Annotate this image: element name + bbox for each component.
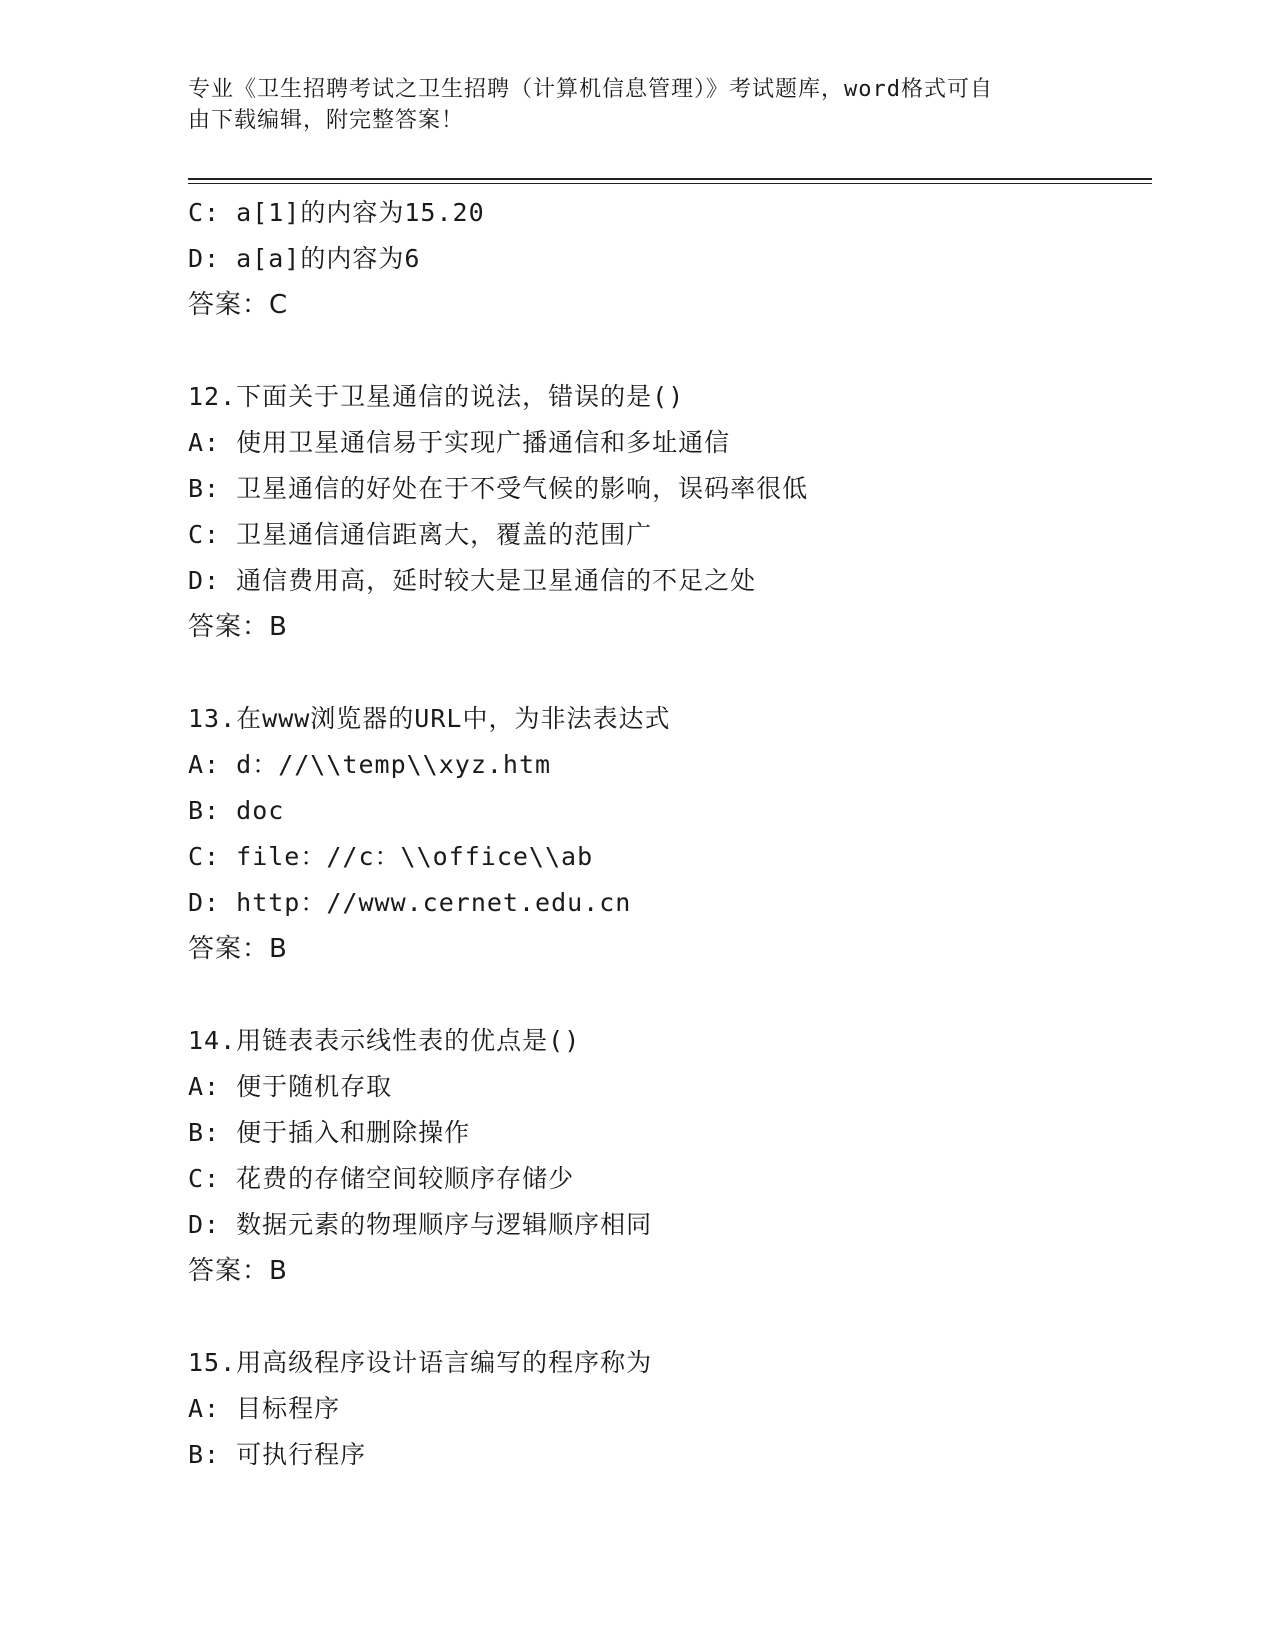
option-b: B: 卫星通信的好处在于不受气候的影响，误码率很低 xyxy=(188,474,809,503)
answer-line: 答案：B xyxy=(188,1256,288,1286)
question-stem: 14.用链表表示线性表的优点是() xyxy=(188,1026,581,1055)
option-d: D: http：//www.cernet.edu.cn xyxy=(188,888,632,917)
question-15 xyxy=(188,1340,1152,1478)
option-c: C: file：//c：\\office\\ab xyxy=(188,842,594,871)
question-stem: 13.在www浏览器的URL中，为非法表达式 xyxy=(188,704,671,733)
spacer xyxy=(188,328,1152,374)
header-line-2: 由下载编辑，附完整答案！ xyxy=(188,108,465,133)
option-a: A: 便于随机存取 xyxy=(188,1072,393,1101)
header-line-1: 专业《卫生招聘考试之卫生招聘（计算机信息管理）》考试题库，word格式可自 xyxy=(188,77,993,102)
document-header xyxy=(188,74,1068,136)
header-divider-thick xyxy=(188,178,1152,180)
option-a: A: d：//\\temp\\xyz.htm xyxy=(188,750,552,779)
answer-line: 答案：B xyxy=(188,934,288,964)
option-d: D: 数据元素的物理顺序与逻辑顺序相同 xyxy=(188,1210,653,1239)
option-c: C: 花费的存储空间较顺序存储少 xyxy=(188,1164,575,1193)
option-a: A: 目标程序 xyxy=(188,1394,341,1423)
option-c: C: a[1]的内容为15.20 xyxy=(188,198,485,227)
question-stem: 12.下面关于卫星通信的说法，错误的是() xyxy=(188,382,685,411)
question-14 xyxy=(188,1018,1152,1294)
question-11-tail xyxy=(188,190,1152,328)
option-c: C: 卫星通信通信距离大，覆盖的范围广 xyxy=(188,520,653,549)
spacer xyxy=(188,650,1152,696)
question-12 xyxy=(188,374,1152,650)
question-13 xyxy=(188,696,1152,972)
option-b: B: 便于插入和删除操作 xyxy=(188,1118,471,1147)
option-d: D: a[a]的内容为6 xyxy=(188,244,421,273)
question-stem: 15.用高级程序设计语言编写的程序称为 xyxy=(188,1348,653,1377)
option-b: B: 可执行程序 xyxy=(188,1440,367,1469)
option-b: B: doc xyxy=(188,796,285,825)
spacer xyxy=(188,972,1152,1018)
option-d: D: 通信费用高，延时较大是卫星通信的不足之处 xyxy=(188,566,757,595)
spacer xyxy=(188,1294,1152,1340)
answer-line: 答案：C xyxy=(188,290,289,320)
option-a: A: 使用卫星通信易于实现广播通信和多址通信 xyxy=(188,428,731,457)
question-list xyxy=(188,190,1152,1478)
header-divider-thin xyxy=(188,183,1152,184)
answer-line: 答案：B xyxy=(188,612,288,642)
